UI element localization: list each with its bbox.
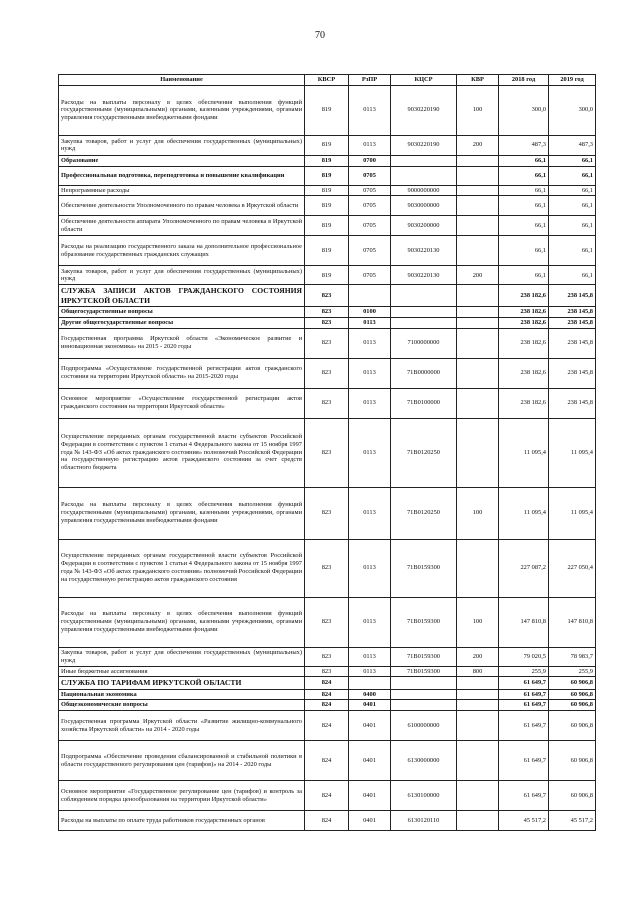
header-kcsr: КЦСР [391, 75, 457, 86]
cell-kvsr: 824 [305, 811, 349, 831]
table-row [59, 285, 596, 307]
cell-name: Обеспечение деятельности Уполномоченного по правам человека в Иркутской области [59, 196, 305, 216]
cell-kvsr: 823 [305, 388, 349, 418]
cell-kcsr [391, 689, 457, 700]
table-row [59, 306, 596, 317]
cell-kcsr: 9030220190 [391, 135, 457, 155]
cell-rzpr: 0705 [349, 236, 391, 266]
cell-name: Расходы на выплаты по оплате труда работников государственных органов [59, 811, 305, 831]
cell-kvr: 200 [457, 647, 499, 666]
cell-kcsr: 7100000000 [391, 328, 457, 358]
table-row [59, 388, 596, 418]
cell-2019: 238 145,8 [549, 306, 596, 317]
cell-2018: 238 182,6 [499, 388, 549, 418]
cell-2019: 66,1 [549, 196, 596, 216]
cell-kcsr: 6100000000 [391, 711, 457, 741]
table-row [59, 597, 596, 647]
cell-2019: 300,0 [549, 85, 596, 135]
cell-rzpr: 0401 [349, 811, 391, 831]
cell-name: СЛУЖБА ПО ТАРИФАМ ИРКУТСКОЙ ОБЛАСТИ [59, 677, 305, 689]
cell-2019: 255,9 [549, 666, 596, 677]
cell-kvr [457, 236, 499, 266]
cell-kvr: 200 [457, 135, 499, 155]
cell-2019: 60 906,8 [549, 741, 596, 781]
cell-name: Расходы на выплаты персоналу в целях обеспечения выполнения функций государственными (муниципальными) органами, казенными учреждениями, органами управления государственными внебюджетными фондами [59, 85, 305, 135]
cell-kvsr: 823 [305, 647, 349, 666]
header-2018: 2018 год [499, 75, 549, 86]
cell-kvsr: 823 [305, 539, 349, 597]
cell-kvr [457, 781, 499, 811]
cell-kvr: 200 [457, 266, 499, 285]
cell-rzpr: 0705 [349, 185, 391, 196]
cell-kvr [457, 711, 499, 741]
cell-kvr [457, 539, 499, 597]
cell-kvr [457, 328, 499, 358]
cell-rzpr: 0113 [349, 85, 391, 135]
cell-kcsr: 9030220130 [391, 266, 457, 285]
cell-kcsr [391, 317, 457, 328]
cell-kvsr: 819 [305, 236, 349, 266]
cell-2018: 66,1 [499, 196, 549, 216]
header-rzpr: РзПР [349, 75, 391, 86]
cell-name: СЛУЖБА ЗАПИСИ АКТОВ ГРАЖДАНСКОГО СОСТОЯНИЯ ИРКУТСКОЙ ОБЛАСТИ [59, 285, 305, 307]
cell-name: Основное мероприятие «Государственное регулирование цен (тарифов) и контроль за соблюдением порядка ценообразования на территории Иркутской области» [59, 781, 305, 811]
cell-name: Подпрограмма «Осуществление государственной регистрации актов гражданского состояния на территории Иркутской области» на 2015-2020 годы [59, 358, 305, 388]
cell-rzpr: 0705 [349, 166, 391, 185]
cell-2018: 66,1 [499, 216, 549, 236]
table-row [59, 317, 596, 328]
cell-2019: 238 145,8 [549, 317, 596, 328]
cell-kvsr: 819 [305, 216, 349, 236]
cell-kvsr: 824 [305, 781, 349, 811]
cell-kcsr: 9030220190 [391, 85, 457, 135]
table-row [59, 166, 596, 185]
cell-name: Закупка товаров, работ и услуг для обеспечения государственных (муниципальных) нужд [59, 135, 305, 155]
cell-kcsr: 9030000000 [391, 196, 457, 216]
cell-rzpr: 0113 [349, 597, 391, 647]
cell-2019: 66,1 [549, 236, 596, 266]
cell-kvr [457, 418, 499, 487]
cell-2019: 60 906,8 [549, 689, 596, 700]
cell-2018: 238 182,6 [499, 317, 549, 328]
cell-name: Непрограммные расходы [59, 185, 305, 196]
cell-rzpr: 0700 [349, 155, 391, 166]
cell-name: Закупка товаров, работ и услуг для обеспечения государственных (муниципальных) нужд [59, 266, 305, 285]
cell-kcsr [391, 677, 457, 689]
cell-name: Общегосударственные вопросы [59, 306, 305, 317]
cell-kvsr: 819 [305, 266, 349, 285]
cell-kcsr: 9030200000 [391, 216, 457, 236]
cell-kvsr: 823 [305, 285, 349, 307]
cell-2018: 66,1 [499, 185, 549, 196]
cell-kcsr [391, 166, 457, 185]
cell-2018: 227 087,2 [499, 539, 549, 597]
cell-kvsr: 819 [305, 135, 349, 155]
cell-kvsr: 819 [305, 166, 349, 185]
table-row [59, 236, 596, 266]
cell-kvr: 800 [457, 666, 499, 677]
cell-kcsr: 71В0159300 [391, 597, 457, 647]
cell-kvsr: 823 [305, 487, 349, 539]
cell-name: Другие общегосударственные вопросы [59, 317, 305, 328]
cell-kvsr: 823 [305, 418, 349, 487]
cell-name: Иные бюджетные ассигнования [59, 666, 305, 677]
cell-name: Расходы на выплаты персоналу в целях обеспечения выполнения функций государственными (муниципальными) органами, казенными учреждениями, органами управления государственными внебюджетными фондами [59, 597, 305, 647]
page-number: 70 [315, 30, 325, 41]
cell-2019: 66,1 [549, 166, 596, 185]
table-row [59, 689, 596, 700]
table-row [59, 539, 596, 597]
table-header-row [59, 75, 596, 86]
header-name: Наименование [59, 75, 305, 86]
cell-rzpr: 0100 [349, 306, 391, 317]
cell-2018: 66,1 [499, 266, 549, 285]
cell-rzpr: 0400 [349, 689, 391, 700]
cell-name: Профессиональная подготовка, переподготовка и повышение квалификации [59, 166, 305, 185]
cell-kvsr: 823 [305, 597, 349, 647]
cell-2018: 61 649,7 [499, 741, 549, 781]
table-row [59, 358, 596, 388]
table-row [59, 85, 596, 135]
cell-kcsr: 6130120110 [391, 811, 457, 831]
cell-kvr [457, 166, 499, 185]
cell-rzpr: 0113 [349, 647, 391, 666]
cell-kvsr: 823 [305, 328, 349, 358]
cell-kvsr: 823 [305, 666, 349, 677]
cell-rzpr: 0113 [349, 317, 391, 328]
table-row [59, 196, 596, 216]
table-row [59, 266, 596, 285]
cell-kvr [457, 388, 499, 418]
cell-name: Закупка товаров, работ и услуг для обеспечения государственных (муниципальных) нужд [59, 647, 305, 666]
cell-kcsr: 9000000000 [391, 185, 457, 196]
cell-kvsr: 824 [305, 700, 349, 711]
cell-2019: 60 906,8 [549, 781, 596, 811]
cell-2018: 79 020,5 [499, 647, 549, 666]
cell-kvr [457, 689, 499, 700]
cell-2019: 227 050,4 [549, 539, 596, 597]
table-row [59, 741, 596, 781]
cell-rzpr: 0705 [349, 216, 391, 236]
cell-kvr [457, 196, 499, 216]
cell-2019: 60 906,8 [549, 700, 596, 711]
header-kvsr: КВСР [305, 75, 349, 86]
table-row [59, 666, 596, 677]
cell-rzpr: 0113 [349, 487, 391, 539]
cell-2018: 61 649,7 [499, 711, 549, 741]
cell-2019: 60 906,8 [549, 677, 596, 689]
cell-kvsr: 823 [305, 358, 349, 388]
cell-name: Общеэкономические вопросы [59, 700, 305, 711]
cell-2018: 238 182,6 [499, 328, 549, 358]
cell-2019: 66,1 [549, 155, 596, 166]
cell-kcsr: 71В0100000 [391, 388, 457, 418]
cell-2018: 11 095,4 [499, 487, 549, 539]
cell-kvr: 100 [457, 487, 499, 539]
cell-kvr [457, 358, 499, 388]
cell-2018: 61 649,7 [499, 700, 549, 711]
cell-rzpr: 0113 [349, 328, 391, 358]
cell-kvr [457, 700, 499, 711]
cell-rzpr: 0705 [349, 266, 391, 285]
table-row [59, 677, 596, 689]
table-row [59, 647, 596, 666]
cell-2019: 147 810,8 [549, 597, 596, 647]
cell-2019: 60 906,8 [549, 711, 596, 741]
cell-rzpr: 0401 [349, 781, 391, 811]
cell-2019: 238 145,8 [549, 358, 596, 388]
table-row [59, 155, 596, 166]
cell-kvr [457, 741, 499, 781]
table-body [59, 85, 596, 830]
cell-rzpr: 0401 [349, 711, 391, 741]
cell-2018: 238 182,6 [499, 306, 549, 317]
cell-2019: 238 145,8 [549, 388, 596, 418]
cell-kvsr: 824 [305, 741, 349, 781]
cell-kcsr [391, 155, 457, 166]
cell-name: Образование [59, 155, 305, 166]
cell-2018: 300,0 [499, 85, 549, 135]
cell-2018: 255,9 [499, 666, 549, 677]
table-row [59, 216, 596, 236]
cell-kcsr: 71В0120250 [391, 487, 457, 539]
cell-2019: 78 983,7 [549, 647, 596, 666]
cell-kvr [457, 216, 499, 236]
cell-2018: 238 182,6 [499, 285, 549, 307]
header-kvr: КВР [457, 75, 499, 86]
table-row [59, 487, 596, 539]
cell-rzpr: 0113 [349, 135, 391, 155]
cell-kvr [457, 306, 499, 317]
cell-kcsr [391, 700, 457, 711]
table-row [59, 700, 596, 711]
cell-name: Обеспечение деятельности аппарата Уполномоченного по правам человека в Иркутской области [59, 216, 305, 236]
cell-kvsr: 823 [305, 317, 349, 328]
cell-rzpr: 0401 [349, 700, 391, 711]
cell-2018: 147 810,8 [499, 597, 549, 647]
cell-2019: 11 095,4 [549, 418, 596, 487]
cell-kvsr: 819 [305, 185, 349, 196]
cell-2019: 66,1 [549, 216, 596, 236]
cell-2018: 45 517,2 [499, 811, 549, 831]
cell-kvr: 100 [457, 85, 499, 135]
cell-name: Государственная программа Иркутской области «Экономическое развитие и инновационная экономика» на 2015 - 2020 годы [59, 328, 305, 358]
cell-kvsr: 824 [305, 711, 349, 741]
cell-2018: 66,1 [499, 236, 549, 266]
cell-name: Осуществление переданных органам государственной власти субъектов Российской Федерации в соответствии с пунктом 1 статьи 4 Федерального закона от 15 ноября 1997 года № 143-ФЗ «Об актах гражданского состояния» полномочий Российской Федерации на государственную регистрацию актов гражданского состояния за счет средств областного бюджета [59, 418, 305, 487]
cell-2018: 61 649,7 [499, 689, 549, 700]
table-row [59, 418, 596, 487]
cell-2018: 66,1 [499, 155, 549, 166]
cell-rzpr: 0113 [349, 666, 391, 677]
cell-name: Национальная экономика [59, 689, 305, 700]
cell-2019: 45 517,2 [549, 811, 596, 831]
table-row [59, 185, 596, 196]
cell-kcsr: 71В0159300 [391, 666, 457, 677]
table-row [59, 781, 596, 811]
cell-2018: 238 182,6 [499, 358, 549, 388]
cell-name: Расходы на реализацию государственного заказа на дополнительное профессиональное образование государственных гражданских служащих [59, 236, 305, 266]
cell-kvr [457, 185, 499, 196]
cell-rzpr: 0113 [349, 418, 391, 487]
cell-2019: 66,1 [549, 185, 596, 196]
cell-kvsr: 819 [305, 85, 349, 135]
budget-table [58, 74, 596, 831]
cell-kvr [457, 155, 499, 166]
cell-kcsr: 6130000000 [391, 741, 457, 781]
table-row [59, 811, 596, 831]
cell-rzpr [349, 285, 391, 307]
cell-2019: 11 095,4 [549, 487, 596, 539]
cell-rzpr: 0705 [349, 196, 391, 216]
cell-2018: 61 649,7 [499, 677, 549, 689]
cell-rzpr: 0113 [349, 388, 391, 418]
cell-kvr [457, 811, 499, 831]
cell-kvsr: 824 [305, 677, 349, 689]
cell-kcsr: 71В0000000 [391, 358, 457, 388]
cell-kcsr [391, 285, 457, 307]
cell-name: Осуществление переданных органам государственной власти субъектов Российской Федерации в соответствии с пунктом 1 статьи 4 Федерального закона от 15 ноября 1997 года № 143-ФЗ «Об актах гражданского состояния» полномочий Российской Федерации на государственную регистрацию актов гражданского состояния [59, 539, 305, 597]
cell-kvsr: 824 [305, 689, 349, 700]
cell-2018: 487,3 [499, 135, 549, 155]
cell-name: Основное мероприятие «Осуществление государственной регистрации актов гражданского состояния на территории Иркутской области» [59, 388, 305, 418]
cell-kcsr: 9030220130 [391, 236, 457, 266]
cell-name: Подпрограмма «Обеспечение проведения сбалансированной и стабильной политики в области государственного регулирования цен (тарифов)» на 2014 - 2020 годы [59, 741, 305, 781]
table-row [59, 135, 596, 155]
cell-2019: 238 145,8 [549, 328, 596, 358]
cell-2019: 487,3 [549, 135, 596, 155]
cell-2019: 66,1 [549, 266, 596, 285]
table-row [59, 328, 596, 358]
cell-2019: 238 145,8 [549, 285, 596, 307]
cell-kvsr: 819 [305, 155, 349, 166]
cell-2018: 66,1 [499, 166, 549, 185]
cell-2018: 11 095,4 [499, 418, 549, 487]
cell-rzpr: 0113 [349, 358, 391, 388]
cell-kcsr: 71В0159300 [391, 647, 457, 666]
table-row [59, 711, 596, 741]
cell-rzpr [349, 677, 391, 689]
cell-kvsr: 823 [305, 306, 349, 317]
cell-kvr: 100 [457, 597, 499, 647]
cell-kcsr [391, 306, 457, 317]
cell-kvsr: 819 [305, 196, 349, 216]
cell-rzpr: 0401 [349, 741, 391, 781]
cell-name: Расходы на выплаты персоналу в целях обеспечения выполнения функций государственными (муниципальными) органами, казенными учреждениями, органами управления государственными внебюджетными фондами [59, 487, 305, 539]
cell-name: Государственная программа Иркутской области «Развитие жилищно-коммунального хозяйства Иркутской области» на 2014 - 2020 годы [59, 711, 305, 741]
cell-kvr [457, 317, 499, 328]
cell-kvr [457, 285, 499, 307]
header-2019: 2019 год [549, 75, 596, 86]
cell-rzpr: 0113 [349, 539, 391, 597]
cell-kvr [457, 677, 499, 689]
cell-kcsr: 71В0120250 [391, 418, 457, 487]
cell-kcsr: 6130100000 [391, 781, 457, 811]
cell-kcsr: 71В0159300 [391, 539, 457, 597]
cell-2018: 61 649,7 [499, 781, 549, 811]
